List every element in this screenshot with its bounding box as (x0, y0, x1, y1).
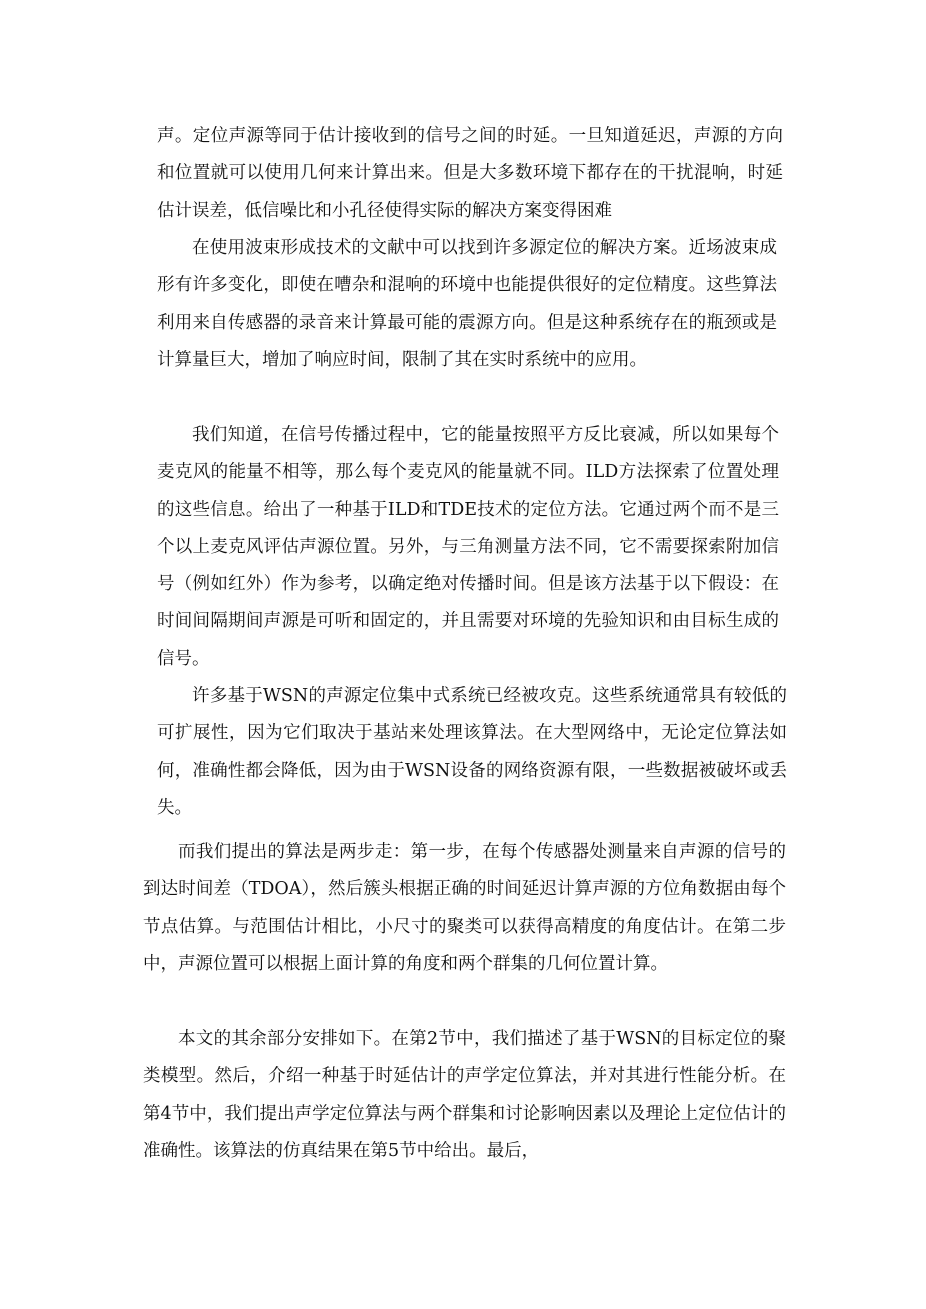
paragraph-6: 本文的其余部分安排如下。在第2节中，我们描述了基于WSN的目标定位的聚类模型。然后，介绍一种基于时延估计的声学定位算法，并对其进行性能分析。在第4节中，我们提出声学定位算法与两个群集和讨论影响因素以及理论上定位估计的准确性。该算法的仿真结果在第5节中给出。最后， (143, 1029, 786, 1161)
paragraph-4: 许多基于WSN的声源定位集中式系统已经被攻克。这些系统通常具有较低的可扩展性，因为它们取决于基站来处理该算法。在大型网络中，无论定位算法如何，准确性都会降低，因为由于WSN设备的网络资源有限，一些数据被破坏或丢失。 (157, 686, 787, 818)
paragraph-1: 声。定位声源等同于估计接收到的信号之间的时延。一旦知道延迟，声源的方向和位置就可以使用几何来计算出来。但是大多数环境下都存在的干扰混响，时延估计误差，低信噪比和小孔径使得实际的解决方案变得困难 (157, 126, 783, 221)
paragraph-3: 我们知道，在信号传播过程中，它的能量按照平方反比衰减，所以如果每个麦克风的能量不相等，那么每个麦克风的能量就不同。ILD方法探索了位置处理的这些信息。给出了一种基于ILD和TDE技术的定位方法。它通过两个而不是三个以上麦克风评估声源位置。另外，与三角测量方法不同，它不需要探索附加信号（例如红外）作为参考，以确定绝对传播时间。但是该方法基于以下假设：在时间间隔期间声源是可听和固定的，并且需要对环境的先验知识和由目标生成的信号。 (157, 425, 779, 669)
paragraph-5: 而我们提出的算法是两步走：第一步，在每个传感器处测量来自声源的信号的到达时间差（TDOA），然后簇头根据正确的时间延迟计算声源的方位角数据由每个节点估算。与范围估计相比，小尺寸的聚类可以获得高精度的角度估计。在第二步中，声源位置可以根据上面计算的角度和两个群集的几何位置计算。 (143, 842, 786, 974)
paragraph-2: 在使用波束形成技术的文献中可以找到许多源定位的解决方案。近场波束成形有许多变化，即使在嘈杂和混响的环境中也能提供很好的定位精度。这些算法利用来自传感器的录音来计算最可能的震源方向。但是这种系统存在的瓶颈或是计算量巨大，增加了响应时间，限制了其在实时系统中的应用。 (157, 238, 777, 370)
